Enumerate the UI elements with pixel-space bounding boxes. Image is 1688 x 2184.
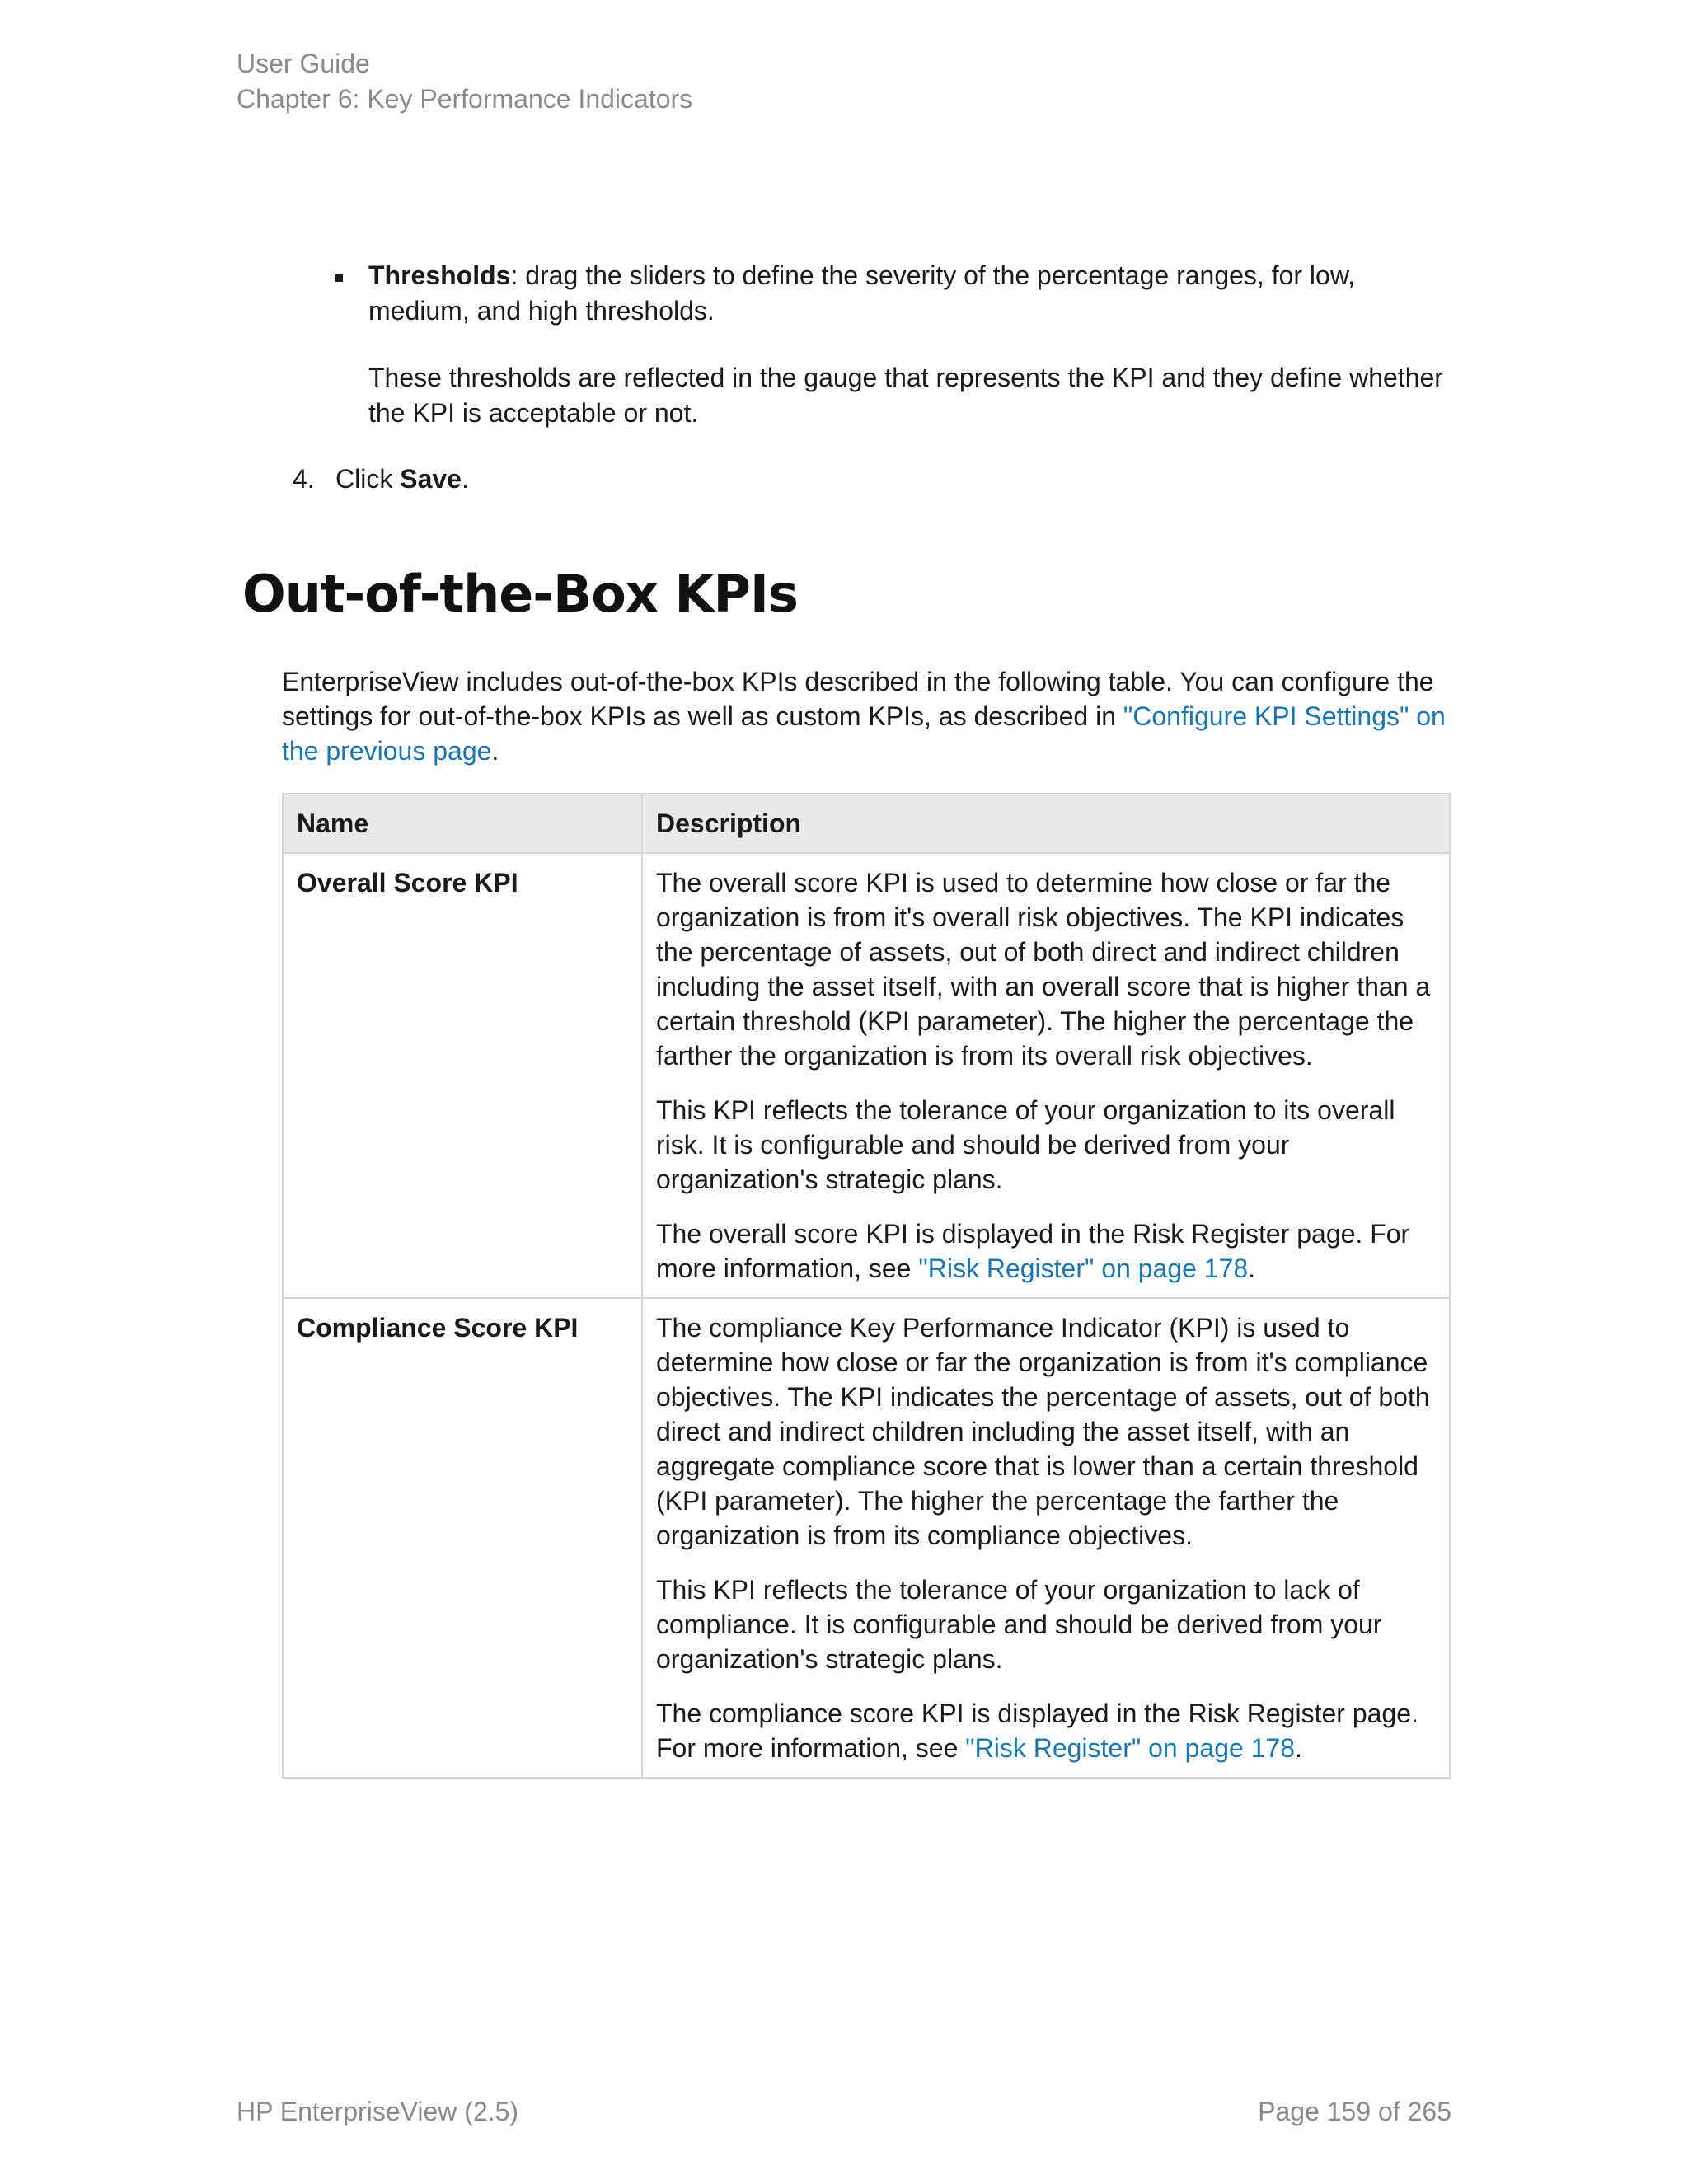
kpi-name: Overall Score KPI xyxy=(283,853,642,1298)
kpi-table xyxy=(282,793,1451,1779)
thresholds-note: These thresholds are reflected in the gauge that represents the KPI and they define whether the KPI is acceptable or not. xyxy=(368,363,1443,428)
description-text: The overall score KPI is displayed in the Risk Register page. For more information, see xyxy=(656,1219,1410,1283)
thresholds-bullet xyxy=(368,258,1456,431)
step-prefix: Click xyxy=(335,464,401,494)
step-number: 4. xyxy=(293,464,315,494)
table-header-row xyxy=(283,794,1450,853)
step-suffix: . xyxy=(461,464,469,494)
configure-kpi-settings-link[interactable]: "Configure KPI Settings" on the previous page xyxy=(282,701,1446,766)
description-paragraph: This KPI reflects the tolerance of your organization to its overall risk. It is configurable and should be derived from your organization's strategic plans. xyxy=(656,1095,1395,1194)
section-title: Out-of-the-Box KPIs xyxy=(242,564,798,624)
step-4 xyxy=(293,462,469,497)
kpi-description xyxy=(642,853,1450,1298)
risk-register-link[interactable]: "Risk Register" on page 178 xyxy=(918,1254,1249,1283)
thresholds-term: Thresholds xyxy=(368,260,511,290)
table-row xyxy=(283,853,1450,1298)
description-paragraph: The overall score KPI is used to determine how close or far the organization is from it's overall risk objectives. The KPI indicates the percentage of assets, out of both direct and indirect children including the asset itself, with an overall score that is higher than a certain threshold (KPI parameter). The higher the percentage the farther the organization is from its overall risk objectives. xyxy=(656,868,1431,1071)
column-header-name: Name xyxy=(283,794,642,853)
intro-end: . xyxy=(491,736,499,766)
description-end: . xyxy=(1248,1254,1256,1283)
bullet-square-icon xyxy=(335,274,343,282)
table-row xyxy=(283,1298,1450,1778)
thresholds-description: : drag the sliders to define the severity of the percentage ranges, for low, medium, and high thresholds. xyxy=(368,260,1356,326)
footer-page-number: Page 159 of 265 xyxy=(1258,2097,1451,2126)
description-text: The compliance score KPI is displayed in the Risk Register page. For more information, see xyxy=(656,1699,1418,1763)
description-paragraph xyxy=(656,1696,1436,1765)
column-header-description: Description xyxy=(642,794,1450,853)
doc-title: User Guide xyxy=(237,49,370,78)
description-paragraph: This KPI reflects the tolerance of your organization to lack of compliance. It is configurable and should be derived from your organization's strategic plans. xyxy=(656,1575,1382,1674)
footer-product: HP EnterpriseView (2.5) xyxy=(237,2097,519,2126)
intro-paragraph xyxy=(282,664,1456,768)
chapter-title: Chapter 6: Key Performance Indicators xyxy=(237,84,693,114)
description-paragraph: The compliance Key Performance Indicator (KPI) is used to determine how close or far the organization is from it's compliance objectives. The KPI indicates the percentage of assets, out of both direct and indirect children including the asset itself, with an aggregate compliance score that is lower than a certain threshold (KPI parameter). The higher the percentage the farther the organization is from its compliance objectives. xyxy=(656,1313,1430,1550)
description-paragraph xyxy=(656,1216,1436,1286)
thresholds-text xyxy=(368,258,1456,329)
intro-text: EnterpriseView includes out-of-the-box KPIs described in the following table. You can configure the settings for out-of-the-box KPIs as well as custom KPIs, as described in xyxy=(282,667,1434,731)
step-action: Save xyxy=(400,464,462,494)
kpi-description xyxy=(642,1298,1450,1778)
description-end: . xyxy=(1295,1733,1302,1763)
risk-register-link[interactable]: "Risk Register" on page 178 xyxy=(965,1733,1296,1763)
running-header xyxy=(237,46,692,117)
kpi-name: Compliance Score KPI xyxy=(283,1298,642,1778)
